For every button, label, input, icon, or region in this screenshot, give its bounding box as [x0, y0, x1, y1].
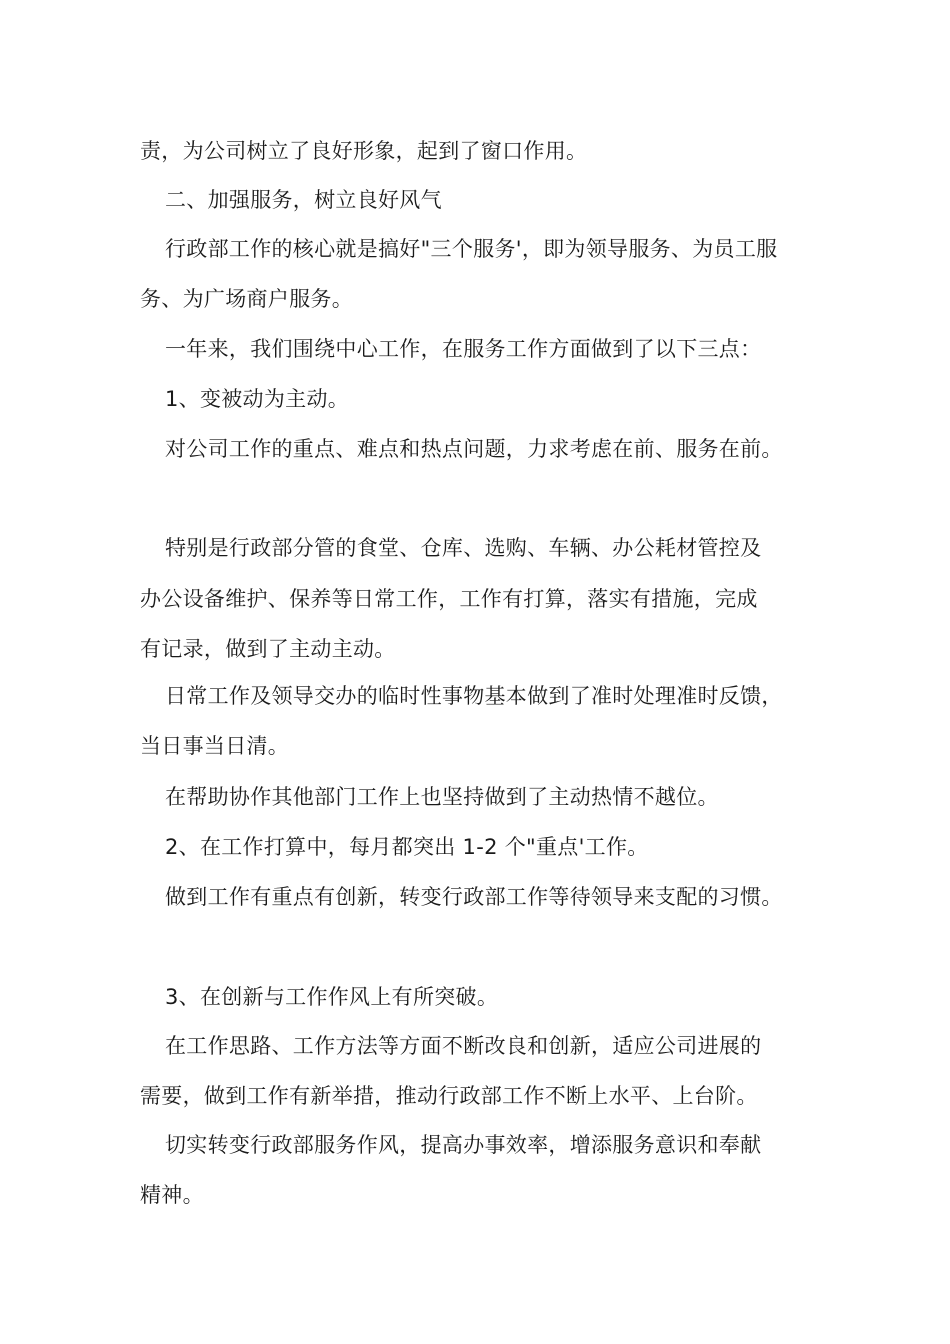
text-line: 精神。 [140, 1183, 204, 1207]
text-line: 切实转变行政部服务作风，提高办事效率，增添服务意识和奉献 [165, 1133, 762, 1157]
text-line: 责，为公司树立了良好形象，起到了窗口作用。 [140, 139, 588, 163]
text-line: 对公司工作的重点、难点和热点问题，力求考虑在前、服务在前。 [165, 437, 783, 461]
text-line: 日常工作及领导交办的临时性事物基本做到了准时处理准时反馈， [165, 684, 783, 708]
text-line: 行政部工作的核心就是搞好"三个服务'，即为领导服务、为员工服 [165, 237, 778, 261]
text-line: 务、为广场商户服务。 [140, 287, 353, 311]
text-line: 做到工作有重点有创新，转变行政部工作等待领导来支配的习惯。 [165, 885, 783, 909]
list-heading: 1、变被动为主动。 [165, 387, 350, 411]
text-line: 一年来，我们围绕中心工作，在服务工作方面做到了以下三点： [165, 337, 762, 361]
text-line: 有记录，做到了主动主动。 [140, 637, 396, 661]
text-line: 需要，做到工作有新举措，推动行政部工作不断上水平、上台阶。 [140, 1084, 758, 1108]
text-line: 办公设备维护、保养等日常工作，工作有打算，落实有措施，完成 [140, 587, 758, 611]
text-line: 在工作思路、工作方法等方面不断改良和创新，适应公司进展的 [165, 1034, 762, 1058]
section-heading: 二、加强服务，树立良好风气 [165, 188, 442, 212]
list-heading: 2、在工作打算中，每月都突出 1-2 个"重点'工作。 [165, 835, 649, 859]
text-line: 当日事当日清。 [140, 734, 290, 758]
list-heading: 3、在创新与工作作风上有所突破。 [165, 985, 499, 1009]
text-line: 在帮助协作其他部门工作上也坚持做到了主动热情不越位。 [165, 785, 719, 809]
text-line: 特别是行政部分管的食堂、仓库、选购、车辆、办公耗材管控及 [165, 536, 762, 560]
